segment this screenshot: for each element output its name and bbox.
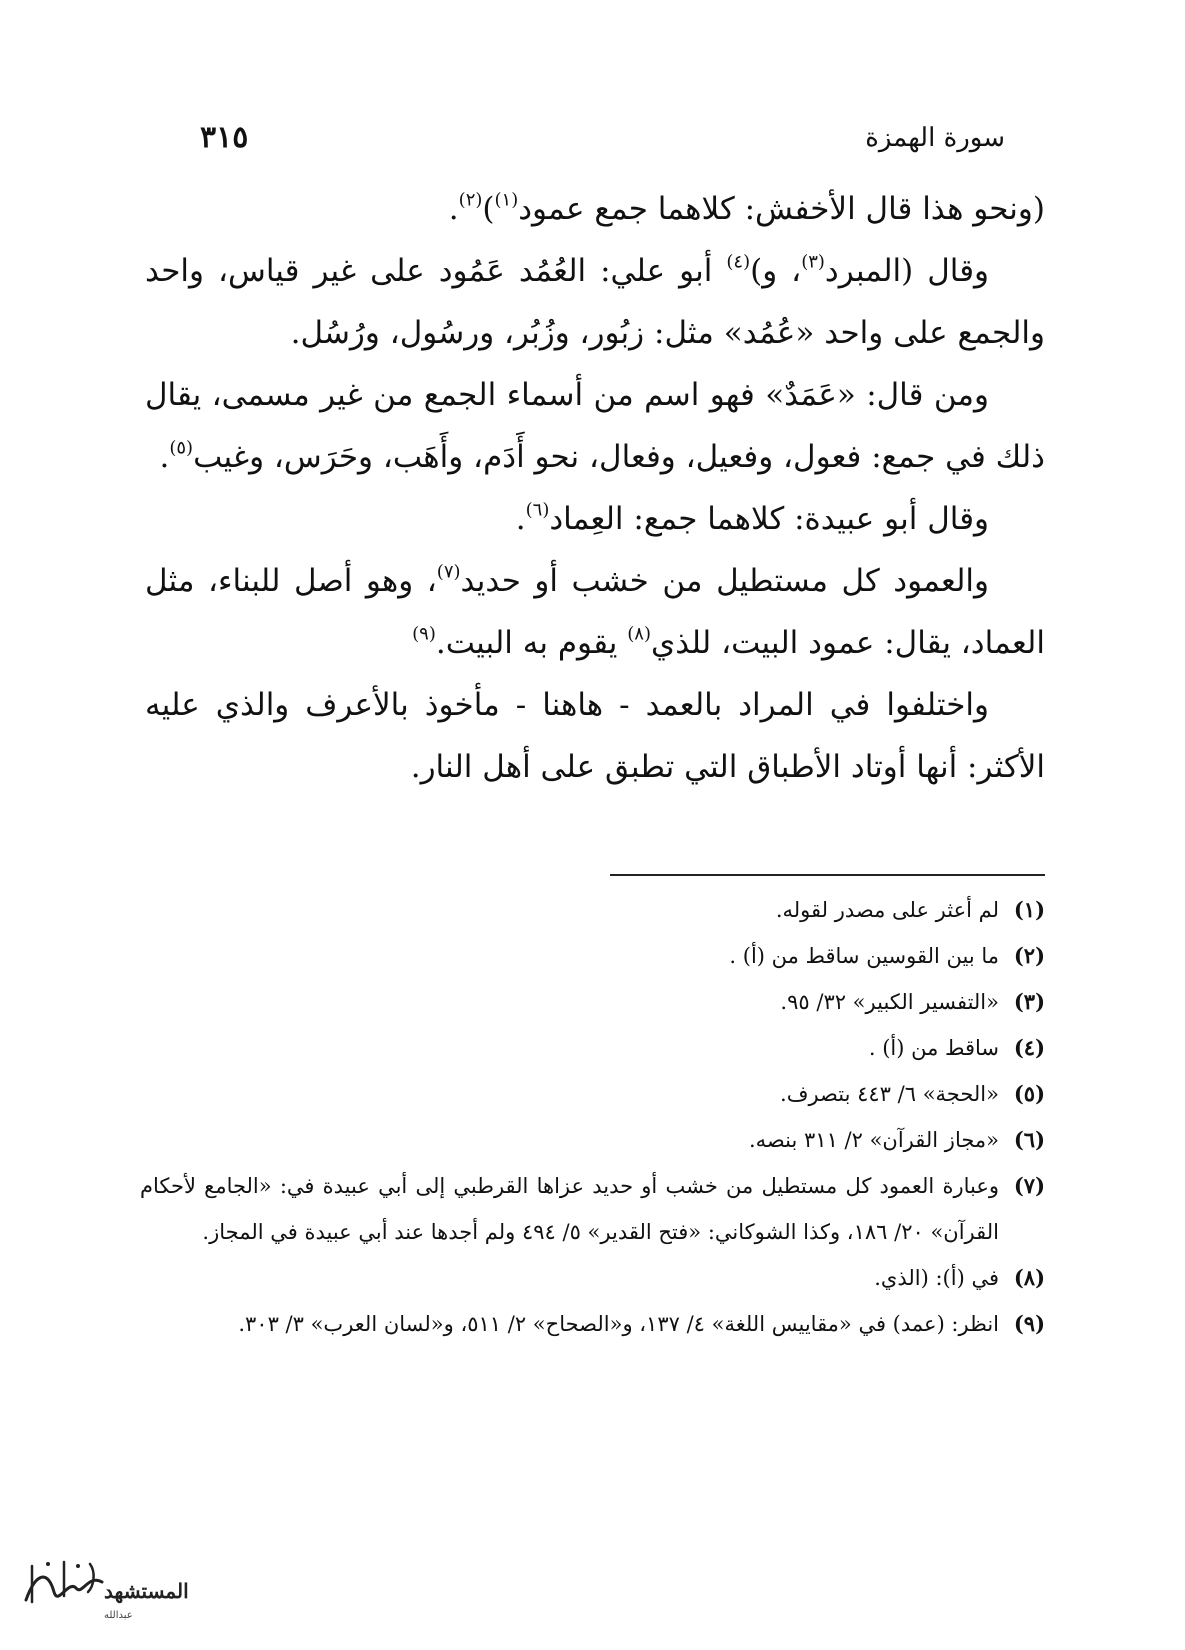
running-head: سورة الهمزة xyxy=(865,123,1005,153)
footnote xyxy=(140,1301,1045,1347)
text-run: ، وهو أصل للبناء، مثل العماد، يقال: عمود البيت، للذي xyxy=(145,563,1045,661)
footnote-separator xyxy=(610,874,1045,876)
footnote-number: (٤) xyxy=(1013,1035,1045,1060)
footnote-reference: (٩) xyxy=(412,623,436,645)
paragraph xyxy=(145,364,1045,488)
text-run: واختلفوا في المراد بالعمد - هاهنا - مأخوذ بالأعرف والذي عليه الأكثر: أنها أوتاد الأطباق التي تطبق على أهل النار. xyxy=(145,687,1045,785)
footnote-text: في (أ): (الذي. xyxy=(874,1266,999,1290)
text-run: . xyxy=(448,191,459,227)
footnote-reference: (٦) xyxy=(525,499,550,521)
page-number: ٣١٥ xyxy=(200,120,249,155)
text-run: ) xyxy=(482,191,495,227)
paragraph xyxy=(145,674,1045,798)
text-run: ، و) xyxy=(750,253,802,289)
text-run: والعمود كل مستطيل من خشب أو حديد xyxy=(460,563,989,599)
footnote xyxy=(140,1071,1045,1117)
footnote-reference: (٨) xyxy=(627,623,651,645)
footnote-reference: (٧) xyxy=(436,561,461,583)
text-run: (ونحو هذا قال الأخفش: كلاهما جمع عمود xyxy=(518,191,1045,227)
footnote-text: «التفسير الكبير» ٣٢/ ٩٥. xyxy=(780,990,999,1014)
footnote-text: لم أعثر على مصدر لقوله. xyxy=(775,898,999,922)
footnote-number: (٦) xyxy=(1013,1127,1045,1152)
paragraph xyxy=(145,240,1045,364)
footnote xyxy=(140,887,1045,933)
footnote-number: (٥) xyxy=(1013,1081,1045,1106)
text-run: . xyxy=(515,501,526,537)
footnote-text: ساقط من (أ) . xyxy=(868,1036,999,1060)
logo-text: المستشهد xyxy=(104,1579,189,1603)
text-run: ومن قال: «عَمَدٌ» فهو اسم من أسماء الجمع من غير مسمى، يقال ذلك في جمع: فعول، وفعيل، وفعال، نحو أَدَم، وأَهَب، وحَرَس، وغيب xyxy=(145,377,1045,475)
footnote-text: «الحجة» ٦/ ٤٤٣ بتصرف. xyxy=(780,1082,999,1106)
main-text xyxy=(145,178,1045,798)
footnote xyxy=(140,1117,1045,1163)
footnote-reference: (٢) xyxy=(458,189,483,211)
footnote-text: «مجاز القرآن» ٢/ ٣١١ بنصه. xyxy=(749,1128,999,1152)
footnotes xyxy=(140,887,1045,1347)
footnote-text: انظر: (عمد) في «مقاييس اللغة» ٤/ ١٣٧، و«الصحاح» ٢/ ٥١١، و«لسان العرب» ٣/ ٣٠٣. xyxy=(238,1312,999,1336)
footnote-number: (٩) xyxy=(1013,1311,1045,1336)
footnote-number: (٨) xyxy=(1013,1265,1045,1290)
footnote-number: (٧) xyxy=(1013,1173,1045,1198)
logo-subtext: عبدالله xyxy=(104,1610,133,1621)
text-run: يقوم به البيت. xyxy=(435,625,628,661)
paragraph xyxy=(145,178,1045,240)
footnote xyxy=(140,1163,1045,1255)
footnote-reference: (٤) xyxy=(726,251,751,273)
footnote-number: (١) xyxy=(1013,897,1045,922)
text-run: أبو علي: العُمُد عَمُود على غير قياس، واحد والجمع على واحد «عُمُد» مثل: زبُور، وزُبُر، ورسُول، ورُسُل. xyxy=(145,253,1045,351)
footnote-reference: (١) xyxy=(494,189,519,211)
page-header xyxy=(180,118,1005,168)
text-run: . xyxy=(159,439,170,475)
footnote-number: (٢) xyxy=(1013,943,1045,968)
text-run: وقال (المبرد xyxy=(824,253,990,289)
footnote-reference: (٥) xyxy=(169,437,194,459)
footnote-number: (٣) xyxy=(1013,989,1045,1014)
text-run: وقال أبو عبيدة: كلاهما جمع: العِماد xyxy=(549,501,989,537)
footnote xyxy=(140,979,1045,1025)
footnote xyxy=(140,933,1045,979)
paragraph xyxy=(145,550,1045,674)
calligraphy-logo xyxy=(18,1552,189,1626)
paragraph xyxy=(145,488,1045,550)
footnote-reference: (٣) xyxy=(801,251,825,273)
footnote xyxy=(140,1025,1045,1071)
footnote xyxy=(140,1255,1045,1301)
footnote-text: وعبارة العمود كل مستطيل من خشب أو حديد عزاها القرطبي إلى أبي عبيدة في: «الجامع لأحكام القرآن» ٢٠/ ١٨٦، وكذا الشوكاني: «فتح القدير» ٥/ ٤٩٤ ولم أجدها عند أبي عبيدة في المجاز. xyxy=(140,1174,999,1244)
footnote-text: ما بين القوسين ساقط من (أ) . xyxy=(729,944,999,968)
